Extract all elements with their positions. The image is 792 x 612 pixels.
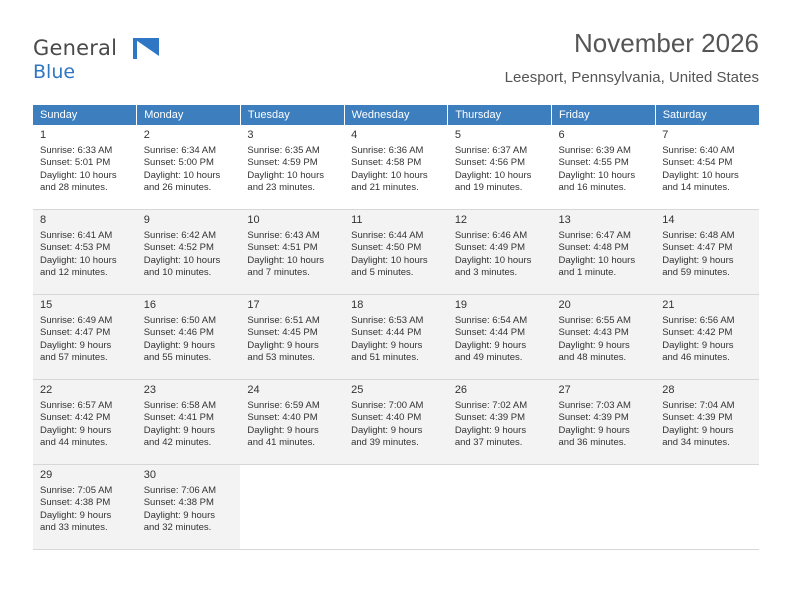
daylight-line-1: Daylight: 9 hours bbox=[143, 339, 215, 351]
calendar-day-cell[interactable] bbox=[137, 210, 241, 295]
sunset-time: Sunset: 4:38 PM bbox=[40, 497, 111, 509]
daylight-line-1: Daylight: 10 hours bbox=[454, 169, 532, 181]
sunset-time: Sunset: 4:38 PM bbox=[143, 497, 214, 509]
daylight-line-1: Daylight: 10 hours bbox=[40, 254, 117, 266]
sunrise-time: Sunrise: 6:54 AM bbox=[454, 315, 528, 326]
sunset-time: Sunset: 4:44 PM bbox=[351, 327, 422, 339]
location-subtitle: Leesport, Pennsylvania, United States bbox=[504, 69, 759, 86]
sunset-time: Sunset: 4:55 PM bbox=[558, 157, 629, 169]
sunrise-time: Sunrise: 6:37 AM bbox=[454, 145, 528, 156]
sunrise-time: Sunrise: 6:56 AM bbox=[662, 315, 735, 326]
sunset-time: Sunset: 5:00 PM bbox=[143, 157, 214, 169]
daylight-line-2: and 57 minutes. bbox=[40, 352, 108, 364]
day-details bbox=[662, 145, 753, 195]
calendar-day-cell-empty bbox=[655, 465, 759, 550]
daylight-line-1: Daylight: 9 hours bbox=[247, 339, 319, 351]
sunrise-time: Sunrise: 6:42 AM bbox=[143, 230, 217, 241]
daylight-line-2: and 41 minutes. bbox=[247, 437, 316, 449]
calendar-week-row bbox=[33, 125, 759, 210]
sunset-time: Sunset: 4:43 PM bbox=[558, 327, 629, 339]
calendar-week-row bbox=[33, 380, 759, 465]
sunrise-time: Sunrise: 6:50 AM bbox=[143, 315, 217, 326]
daylight-line-1: Daylight: 10 hours bbox=[143, 254, 221, 266]
calendar-day-cell[interactable] bbox=[448, 380, 552, 465]
weekday-header-monday: Monday bbox=[137, 105, 241, 125]
sunrise-time: Sunrise: 6:39 AM bbox=[558, 145, 631, 156]
day-details bbox=[40, 230, 131, 280]
sunrise-time: Sunrise: 6:57 AM bbox=[40, 400, 113, 411]
daylight-line-1: Daylight: 10 hours bbox=[351, 254, 428, 266]
sunrise-time: Sunrise: 7:06 AM bbox=[143, 485, 217, 496]
sunset-time: Sunset: 4:39 PM bbox=[662, 412, 733, 424]
day-number: 21 bbox=[662, 299, 675, 311]
sunset-time: Sunset: 4:39 PM bbox=[454, 412, 526, 424]
brand-logo bbox=[33, 36, 213, 88]
day-details bbox=[247, 230, 338, 280]
daylight-line-1: Daylight: 9 hours bbox=[558, 339, 630, 351]
day-number: 26 bbox=[454, 384, 468, 396]
day-details bbox=[144, 145, 235, 195]
daylight-line-2: and 37 minutes. bbox=[454, 437, 523, 449]
daylight-line-2: and 7 minutes. bbox=[247, 267, 310, 279]
day-details bbox=[662, 315, 753, 365]
day-details bbox=[40, 485, 131, 535]
day-number: 13 bbox=[558, 214, 571, 226]
daylight-line-1: Daylight: 10 hours bbox=[351, 169, 428, 181]
daylight-line-1: Daylight: 9 hours bbox=[40, 509, 112, 521]
brand-name-blue: Blue bbox=[33, 61, 76, 83]
sunrise-time: Sunrise: 6:58 AM bbox=[143, 400, 217, 411]
day-number: 22 bbox=[40, 384, 53, 396]
calendar-week-row bbox=[33, 210, 759, 295]
sunset-time: Sunset: 4:41 PM bbox=[143, 412, 214, 424]
sunrise-time: Sunrise: 7:00 AM bbox=[351, 400, 424, 411]
day-details bbox=[559, 400, 650, 450]
calendar-day-cell[interactable] bbox=[552, 295, 656, 380]
day-number: 24 bbox=[247, 384, 260, 396]
daylight-line-2: and 3 minutes. bbox=[454, 267, 518, 279]
sunrise-time: Sunrise: 6:40 AM bbox=[662, 145, 735, 156]
day-number: 15 bbox=[40, 299, 53, 311]
calendar-day-cell[interactable] bbox=[552, 380, 656, 465]
daylight-line-2: and 10 minutes. bbox=[143, 267, 212, 279]
calendar-day-cell[interactable] bbox=[448, 295, 552, 380]
sunrise-time: Sunrise: 6:55 AM bbox=[558, 315, 631, 326]
daylight-line-1: Daylight: 9 hours bbox=[40, 339, 112, 351]
day-details bbox=[144, 230, 235, 280]
calendar-day-cell-empty bbox=[552, 465, 656, 550]
sunrise-time: Sunrise: 6:47 AM bbox=[558, 230, 631, 241]
day-details bbox=[351, 230, 442, 280]
sunrise-time: Sunrise: 6:33 AM bbox=[40, 145, 113, 156]
sunset-time: Sunset: 4:46 PM bbox=[143, 327, 214, 339]
day-details bbox=[247, 400, 338, 450]
day-details bbox=[351, 315, 442, 365]
sunset-time: Sunset: 5:01 PM bbox=[40, 157, 111, 169]
day-details bbox=[455, 315, 546, 365]
daylight-line-2: and 26 minutes. bbox=[143, 182, 212, 194]
daylight-line-2: and 49 minutes. bbox=[454, 352, 523, 364]
sunset-time: Sunset: 4:59 PM bbox=[247, 157, 318, 169]
daylight-line-1: Daylight: 10 hours bbox=[454, 254, 532, 266]
day-number: 10 bbox=[247, 214, 260, 226]
daylight-line-2: and 55 minutes. bbox=[143, 352, 212, 364]
sunset-time: Sunset: 4:48 PM bbox=[558, 242, 629, 254]
sunrise-time: Sunrise: 7:03 AM bbox=[558, 400, 631, 411]
daylight-line-1: Daylight: 10 hours bbox=[247, 254, 324, 266]
daylight-line-2: and 16 minutes. bbox=[558, 182, 627, 194]
calendar-day-cell[interactable] bbox=[655, 295, 759, 380]
daylight-line-2: and 1 minute. bbox=[558, 267, 617, 279]
daylight-line-2: and 12 minutes. bbox=[40, 267, 108, 279]
day-number: 5 bbox=[454, 129, 461, 141]
calendar-day-cell[interactable] bbox=[655, 125, 759, 210]
sunset-time: Sunset: 4:49 PM bbox=[454, 242, 526, 254]
daylight-line-1: Daylight: 9 hours bbox=[558, 424, 630, 436]
calendar-day-cell[interactable] bbox=[240, 210, 344, 295]
day-details bbox=[559, 145, 650, 195]
day-number: 3 bbox=[247, 129, 254, 141]
daylight-line-1: Daylight: 9 hours bbox=[40, 424, 112, 436]
calendar-day-cell[interactable] bbox=[137, 380, 241, 465]
day-number: 4 bbox=[351, 129, 358, 141]
sunset-time: Sunset: 4:58 PM bbox=[351, 157, 422, 169]
day-details bbox=[40, 315, 131, 365]
day-number: 16 bbox=[143, 299, 156, 311]
page-header bbox=[33, 28, 759, 100]
daylight-line-2: and 21 minutes. bbox=[351, 182, 419, 194]
day-details bbox=[144, 485, 235, 535]
calendar-day-cell[interactable] bbox=[137, 465, 241, 550]
daylight-line-1: Daylight: 10 hours bbox=[247, 169, 324, 181]
sunset-time: Sunset: 4:40 PM bbox=[247, 412, 318, 424]
weekday-header-saturday: Saturday bbox=[655, 105, 759, 125]
calendar-day-cell[interactable] bbox=[448, 125, 552, 210]
sunset-time: Sunset: 4:51 PM bbox=[247, 242, 318, 254]
sunset-time: Sunset: 4:45 PM bbox=[247, 327, 318, 339]
day-number: 23 bbox=[143, 384, 156, 396]
day-number: 14 bbox=[662, 214, 675, 226]
daylight-line-2: and 46 minutes. bbox=[662, 352, 730, 364]
weekday-header-friday: Friday bbox=[552, 105, 656, 125]
calendar-day-cell[interactable] bbox=[33, 210, 137, 295]
daylight-line-2: and 42 minutes. bbox=[143, 437, 212, 449]
calendar-week-row bbox=[33, 465, 759, 550]
weekday-header-row bbox=[33, 105, 759, 125]
calendar-day-cell[interactable] bbox=[344, 380, 448, 465]
sunrise-time: Sunrise: 6:41 AM bbox=[40, 230, 113, 241]
daylight-line-1: Daylight: 9 hours bbox=[662, 254, 734, 266]
sunset-time: Sunset: 4:52 PM bbox=[143, 242, 214, 254]
day-number: 11 bbox=[351, 214, 363, 226]
daylight-line-1: Daylight: 9 hours bbox=[454, 424, 527, 436]
sunrise-time: Sunrise: 6:59 AM bbox=[247, 400, 320, 411]
sunset-time: Sunset: 4:44 PM bbox=[454, 327, 526, 339]
daylight-line-2: and 14 minutes. bbox=[662, 182, 730, 194]
daylight-line-2: and 53 minutes. bbox=[247, 352, 316, 364]
sunrise-time: Sunrise: 7:02 AM bbox=[454, 400, 528, 411]
day-number: 19 bbox=[454, 299, 468, 311]
daylight-line-2: and 32 minutes. bbox=[143, 522, 212, 534]
calendar-day-cell[interactable] bbox=[240, 380, 344, 465]
daylight-line-1: Daylight: 9 hours bbox=[143, 509, 215, 521]
daylight-line-2: and 51 minutes. bbox=[351, 352, 419, 364]
day-details bbox=[247, 315, 338, 365]
sunrise-time: Sunrise: 7:05 AM bbox=[40, 485, 113, 496]
day-number: 30 bbox=[143, 469, 156, 481]
day-details bbox=[455, 145, 546, 195]
daylight-line-2: and 59 minutes. bbox=[662, 267, 730, 279]
sunset-time: Sunset: 4:47 PM bbox=[40, 327, 111, 339]
sunset-time: Sunset: 4:40 PM bbox=[351, 412, 422, 424]
day-details bbox=[40, 400, 131, 450]
daylight-line-1: Daylight: 10 hours bbox=[40, 169, 117, 181]
daylight-line-1: Daylight: 9 hours bbox=[662, 339, 734, 351]
daylight-line-2: and 44 minutes. bbox=[40, 437, 108, 449]
calendar-day-cell[interactable] bbox=[240, 295, 344, 380]
sunrise-time: Sunrise: 6:34 AM bbox=[143, 145, 217, 156]
day-details bbox=[144, 400, 235, 450]
sunrise-time: Sunrise: 6:46 AM bbox=[454, 230, 528, 241]
day-details bbox=[351, 400, 442, 450]
daylight-line-2: and 36 minutes. bbox=[558, 437, 627, 449]
daylight-line-1: Daylight: 10 hours bbox=[143, 169, 221, 181]
sunrise-time: Sunrise: 6:51 AM bbox=[247, 315, 320, 326]
sunset-time: Sunset: 4:42 PM bbox=[40, 412, 111, 424]
day-number: 6 bbox=[558, 129, 565, 141]
day-number: 12 bbox=[454, 214, 468, 226]
calendar-week-row bbox=[33, 295, 759, 380]
daylight-line-1: Daylight: 10 hours bbox=[662, 169, 739, 181]
day-number: 20 bbox=[558, 299, 571, 311]
calendar-day-cell-empty bbox=[448, 465, 552, 550]
day-details bbox=[559, 230, 650, 280]
daylight-line-2: and 28 minutes. bbox=[40, 182, 108, 194]
calendar-day-cell[interactable] bbox=[344, 295, 448, 380]
weekday-header-thursday: Thursday bbox=[448, 105, 552, 125]
day-number: 25 bbox=[351, 384, 364, 396]
calendar-day-cell[interactable] bbox=[240, 125, 344, 210]
day-details bbox=[40, 145, 131, 195]
calendar-day-cell[interactable] bbox=[33, 465, 137, 550]
sunset-time: Sunset: 4:42 PM bbox=[662, 327, 733, 339]
day-number: 1 bbox=[40, 129, 47, 141]
sunrise-time: Sunrise: 6:43 AM bbox=[247, 230, 320, 241]
day-number: 27 bbox=[558, 384, 571, 396]
daylight-line-1: Daylight: 9 hours bbox=[143, 424, 215, 436]
day-number: 18 bbox=[351, 299, 364, 311]
brand-name-general: General bbox=[33, 36, 118, 60]
weekday-header-wednesday: Wednesday bbox=[344, 105, 448, 125]
day-details bbox=[662, 230, 753, 280]
calendar-day-cell[interactable] bbox=[655, 210, 759, 295]
sun-times-calendar bbox=[33, 105, 759, 550]
day-details bbox=[247, 145, 338, 195]
calendar-day-cell[interactable] bbox=[33, 125, 137, 210]
day-number: 9 bbox=[143, 214, 150, 226]
calendar-day-cell-empty bbox=[344, 465, 448, 550]
day-details bbox=[351, 145, 442, 195]
calendar-day-cell[interactable] bbox=[33, 380, 137, 465]
page-title: November 2026 bbox=[574, 28, 759, 58]
daylight-line-1: Daylight: 9 hours bbox=[351, 339, 423, 351]
sunset-time: Sunset: 4:56 PM bbox=[454, 157, 526, 169]
calendar-day-cell-empty bbox=[240, 465, 344, 550]
daylight-line-2: and 5 minutes. bbox=[351, 267, 414, 279]
calendar-day-cell[interactable] bbox=[344, 125, 448, 210]
sunset-time: Sunset: 4:47 PM bbox=[662, 242, 733, 254]
calendar-day-cell[interactable] bbox=[552, 125, 656, 210]
calendar-day-cell[interactable] bbox=[137, 125, 241, 210]
calendar-day-cell[interactable] bbox=[33, 295, 137, 380]
day-details bbox=[559, 315, 650, 365]
weekday-header-sunday: Sunday bbox=[33, 105, 137, 125]
sunrise-time: Sunrise: 6:49 AM bbox=[40, 315, 113, 326]
daylight-line-1: Daylight: 9 hours bbox=[247, 424, 319, 436]
sunrise-time: Sunrise: 6:48 AM bbox=[662, 230, 735, 241]
daylight-line-1: Daylight: 9 hours bbox=[662, 424, 734, 436]
daylight-line-1: Daylight: 9 hours bbox=[351, 424, 423, 436]
daylight-line-1: Daylight: 10 hours bbox=[558, 254, 636, 266]
day-number: 8 bbox=[40, 214, 47, 226]
sunset-time: Sunset: 4:53 PM bbox=[40, 242, 111, 254]
sunrise-time: Sunrise: 7:04 AM bbox=[662, 400, 735, 411]
daylight-line-2: and 48 minutes. bbox=[558, 352, 627, 364]
day-number: 17 bbox=[247, 299, 260, 311]
day-number: 2 bbox=[143, 129, 150, 141]
sunset-time: Sunset: 4:50 PM bbox=[351, 242, 422, 254]
daylight-line-2: and 39 minutes. bbox=[351, 437, 419, 449]
calendar-day-cell[interactable] bbox=[655, 380, 759, 465]
daylight-line-2: and 23 minutes. bbox=[247, 182, 316, 194]
sunrise-time: Sunrise: 6:53 AM bbox=[351, 315, 424, 326]
daylight-line-2: and 34 minutes. bbox=[662, 437, 730, 449]
calendar-day-cell[interactable] bbox=[448, 210, 552, 295]
daylight-line-2: and 33 minutes. bbox=[40, 522, 108, 534]
daylight-line-1: Daylight: 10 hours bbox=[558, 169, 636, 181]
day-number: 29 bbox=[40, 469, 53, 481]
daylight-line-1: Daylight: 9 hours bbox=[454, 339, 527, 351]
sunrise-time: Sunrise: 6:35 AM bbox=[247, 145, 320, 156]
day-details bbox=[144, 315, 235, 365]
sunrise-time: Sunrise: 6:36 AM bbox=[351, 145, 424, 156]
day-number: 7 bbox=[662, 129, 669, 141]
day-details bbox=[455, 230, 546, 280]
day-details bbox=[455, 400, 546, 450]
weekday-header-tuesday: Tuesday bbox=[240, 105, 344, 125]
day-details bbox=[662, 400, 753, 450]
day-number: 28 bbox=[662, 384, 675, 396]
calendar-day-cell[interactable] bbox=[137, 295, 241, 380]
sunrise-time: Sunrise: 6:44 AM bbox=[351, 230, 424, 241]
sunset-time: Sunset: 4:39 PM bbox=[558, 412, 629, 424]
calendar-day-cell[interactable] bbox=[552, 210, 656, 295]
daylight-line-2: and 19 minutes. bbox=[454, 182, 523, 194]
sunset-time: Sunset: 4:54 PM bbox=[662, 157, 733, 169]
blue-flag-icon bbox=[131, 38, 161, 59]
calendar-day-cell[interactable] bbox=[344, 210, 448, 295]
